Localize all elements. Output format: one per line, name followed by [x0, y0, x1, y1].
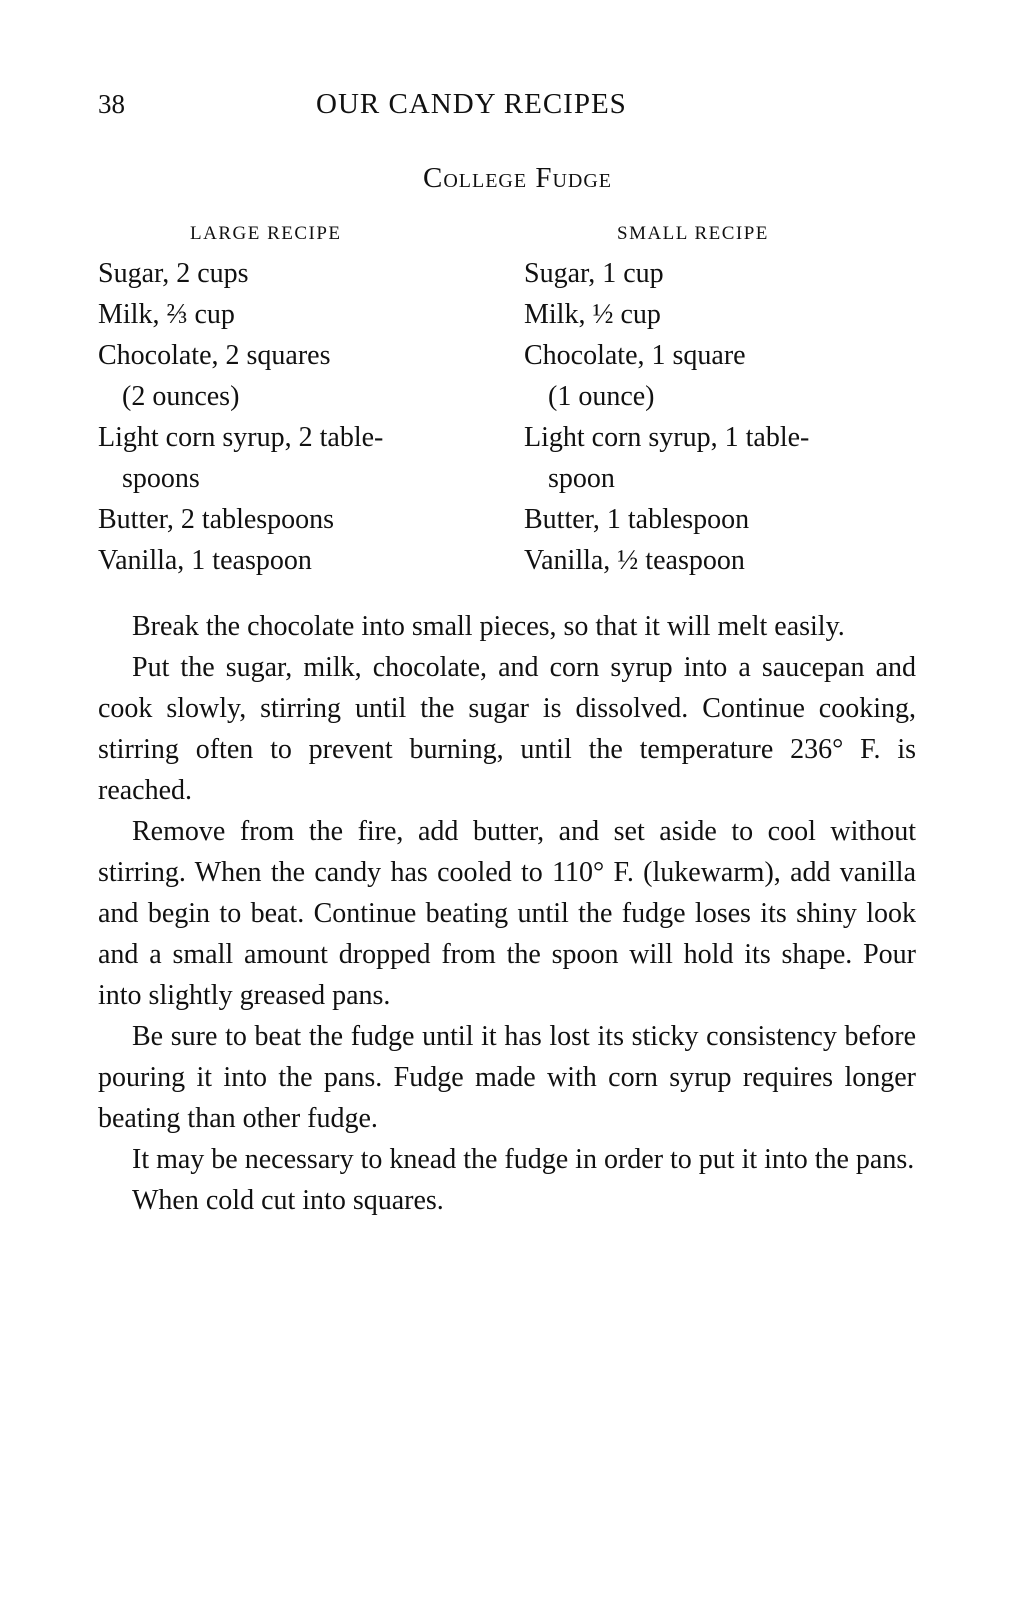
small-recipe-heading: SMALL RECIPE [617, 223, 769, 244]
ingredient-line: Butter, 2 tablespoons [98, 504, 335, 535]
recipe-title: College Fudge [422, 162, 613, 194]
small-recipe-column [524, 216, 924, 581]
ingredient-line: Milk, ⅔ cup [98, 299, 235, 330]
book-title: OUR CANDY RECIPES [316, 88, 627, 120]
ingredient-line: (1 ounce) [548, 381, 655, 412]
large-recipe-column [98, 216, 498, 581]
ingredient-line: Vanilla, 1 teaspoon [98, 545, 312, 576]
instruction-paragraph: Be sure to beat the fudge until it has lost its sticky consistency before pouring it into the pans. Fudge made with corn syrup requires longer beating than other fudge. [98, 1021, 916, 1134]
ingredient-line: Vanilla, ½ teaspoon [524, 545, 745, 576]
ingredient-line: Sugar, 2 cups [98, 258, 249, 289]
page-number: 38 [98, 89, 125, 119]
instruction-paragraph: It may be necessary to knead the fudge in order to put it into the pans. [132, 1144, 915, 1175]
ingredient-line: spoons [122, 463, 200, 494]
instruction-paragraph: When cold cut into squares. [132, 1185, 444, 1216]
instructions [98, 606, 916, 1221]
instruction-paragraph: Put the sugar, milk, chocolate, and corn syrup into a saucepan and cook slowly, stirring until the sugar is dissolved. Continue cooking, stirring often to prevent burning, until the temperature 236° F. is reached. [98, 652, 916, 806]
ingredient-line: Chocolate, 1 square [524, 340, 746, 371]
large-recipe-heading: LARGE RECIPE [190, 223, 342, 244]
running-head [98, 82, 918, 126]
instruction-paragraph: Break the chocolate into small pieces, so that it will melt easily. [132, 611, 845, 642]
ingredient-line: Butter, 1 tablespoon [524, 504, 750, 535]
ingredient-line: Light corn syrup, 1 table- [524, 422, 810, 453]
ingredient-line: spoon [548, 463, 615, 494]
ingredient-line: (2 ounces) [122, 381, 240, 412]
instruction-paragraph: Remove from the fire, add butter, and set aside to cool without stirring. When the candy has cooled to 110° F. (lukewarm), add vanilla and begin to beat. Continue beating until the fudge loses its shiny look and a small amount dropped from the spoon will hold its shape. Pour into slightly greased pans. [98, 816, 916, 1011]
ingredient-line: Light corn syrup, 2 table- [98, 422, 384, 453]
ingredient-line: Milk, ½ cup [524, 299, 661, 330]
ingredient-line: Sugar, 1 cup [524, 258, 664, 289]
ingredient-line: Chocolate, 2 squares [98, 340, 331, 371]
